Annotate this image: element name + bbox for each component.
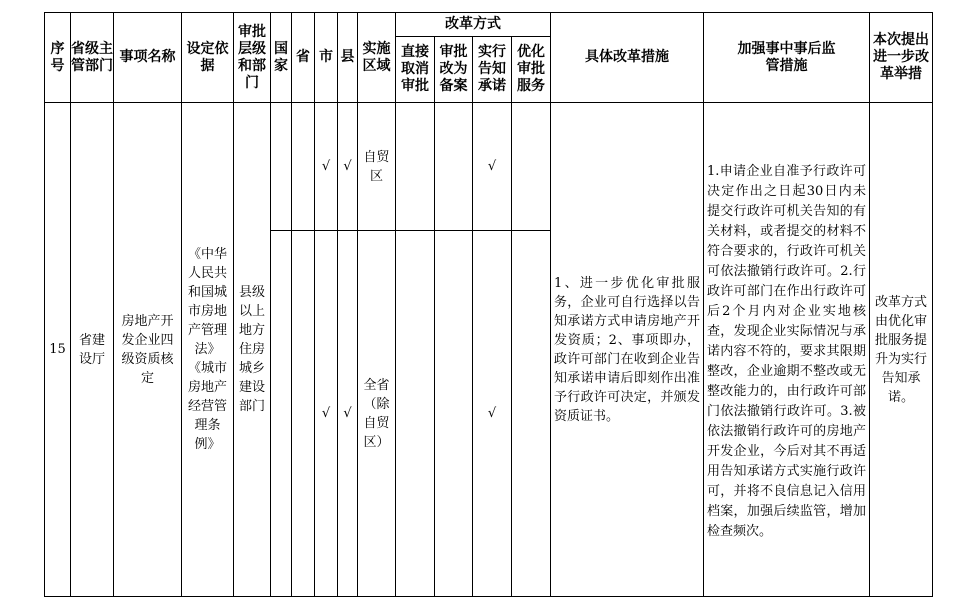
reform-table xyxy=(44,12,933,597)
cell-filing-2 xyxy=(435,231,473,597)
header-proposal: 本次提出进一步改革举措 xyxy=(870,13,933,103)
header-national: 国家 xyxy=(271,13,292,103)
cell-national-1 xyxy=(271,103,292,231)
cell-level: 县级以上地方住房城乡建设部门 xyxy=(234,103,271,597)
header-seq: 序号 xyxy=(45,13,71,103)
header-county: 县 xyxy=(338,13,358,103)
check-mark: √ xyxy=(338,103,358,231)
header-measures: 具体改革措施 xyxy=(551,13,704,103)
check-mark: √ xyxy=(473,231,512,597)
cell-supervision: 1.申请企业自准予行政许可决定作出之日起30日内未提交行政许可机关告知的有关材料，或者提交的材料不符合要求的，行政许可机关可依法撤销行政许可。2.行政许可部门在作出行政许可后2个月内对企业实地核查，发现企业实际情况与承诺内容不符的，要求其限期整改，企业逾期不整改或无整改能力的，由行政许可部门依法撤销行政许可。3.被依法撤销行政许可的房地产开发企业，今后对其不再适用告知承诺方式实施行政许可，并将不良信息记入信用档案，加强后续监管，增加检查频次。 xyxy=(704,103,870,597)
header-dept: 省级主管部门 xyxy=(71,13,114,103)
cell-optimize-1 xyxy=(512,103,551,231)
cell-optimize-2 xyxy=(512,231,551,597)
cell-region-2: 全省（除自贸区） xyxy=(358,231,396,597)
check-mark: √ xyxy=(315,231,338,597)
header-reform-group: 改革方式 xyxy=(396,13,551,37)
header-supervision: 加强事中事后监管措施 xyxy=(704,13,870,103)
header-basis: 设定依据 xyxy=(182,13,234,103)
header-region: 实施区域 xyxy=(358,13,396,103)
cell-seq: 15 xyxy=(45,103,71,597)
cell-province-1 xyxy=(292,103,315,231)
check-mark: √ xyxy=(315,103,338,231)
cell-province-2 xyxy=(292,231,315,597)
cell-proposal: 改革方式由优化审批服务提升为实行告知承诺。 xyxy=(870,103,933,597)
check-mark: √ xyxy=(338,231,358,597)
cell-item: 房地产开发企业四级资质核定 xyxy=(114,103,182,597)
header-province: 省 xyxy=(292,13,315,103)
header-optimize: 优化审批服务 xyxy=(512,37,551,103)
cell-basis: 《中华人民共和国城市房地产管理法》《城市房地产经营管理条例》 xyxy=(182,103,234,597)
cell-cancel-2 xyxy=(396,231,435,597)
cell-dept: 省建设厅 xyxy=(71,103,114,597)
header-filing: 审批改为备案 xyxy=(435,37,473,103)
cell-filing-1 xyxy=(435,103,473,231)
header-level: 审批层级和部门 xyxy=(234,13,271,103)
header-city: 市 xyxy=(315,13,338,103)
header-item: 事项名称 xyxy=(114,13,182,103)
header-promise: 实行告知承诺 xyxy=(473,37,512,103)
check-mark: √ xyxy=(473,103,512,231)
cell-cancel-1 xyxy=(396,103,435,231)
cell-national-2 xyxy=(271,231,292,597)
cell-measures: 1、进一步优化审批服务，企业可自行选择以告知承诺方式申请房地产开发资质；2、事项即办，政许可部门在收到企业告知承诺申请后即刻作出准予行政许可决定，并颁发资质证书。 xyxy=(551,103,704,597)
header-cancel: 直接取消审批 xyxy=(396,37,435,103)
cell-region-1: 自贸区 xyxy=(358,103,396,231)
